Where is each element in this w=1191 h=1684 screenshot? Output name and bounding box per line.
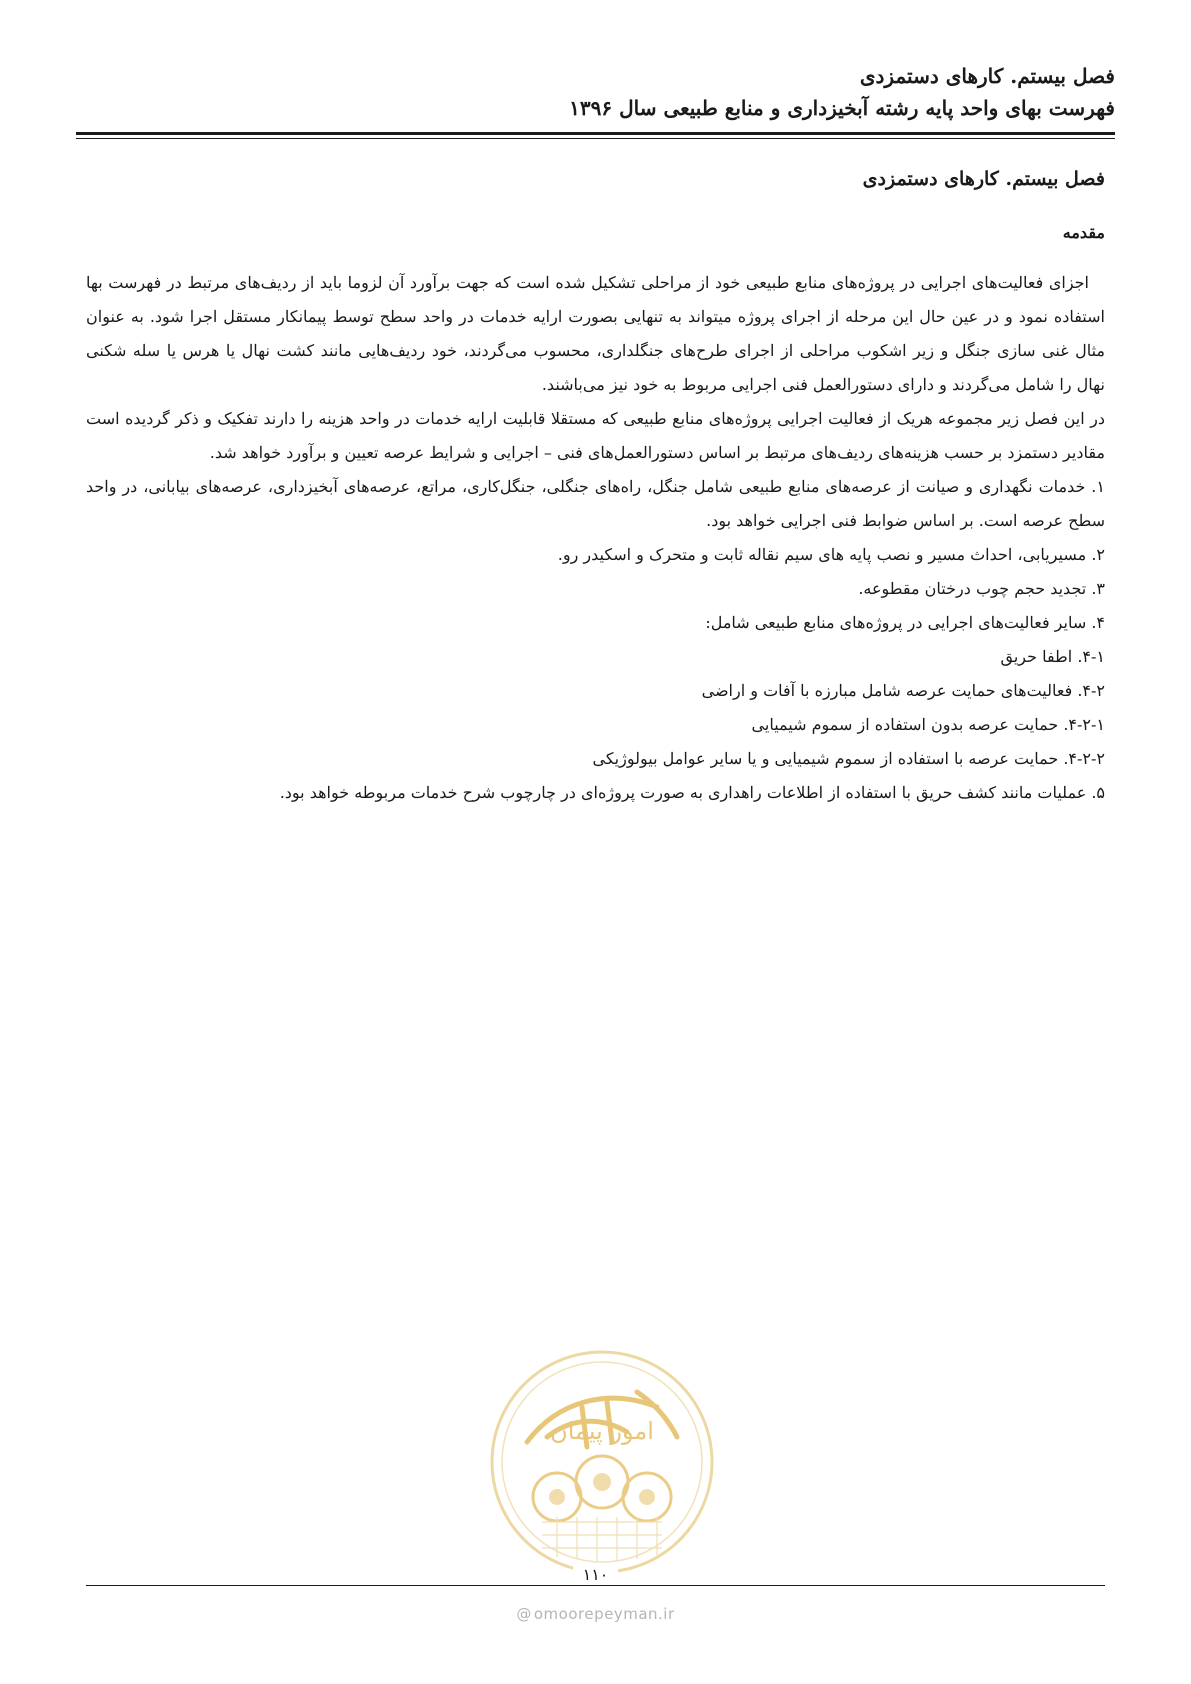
header-chapter-title: فصل بیستم. کارهای دستمزدی: [859, 64, 1115, 88]
page-header: [76, 60, 1115, 124]
footer-website: [0, 1605, 1191, 1623]
list-item-4-1: ۴-۱. اطفا حریق: [1000, 647, 1105, 666]
page-number: [0, 1565, 1191, 1584]
list-item-4: ۴. سایر فعالیت‌های اجرایی در پروژه‌های منابع طبیعی شامل:: [705, 613, 1105, 632]
page-content: [86, 164, 1105, 810]
list-item-3: ۳. تجدید حجم چوب درختان مقطوعه.: [858, 579, 1105, 598]
list-item-2: ۲. مسیریابی، احداث مسیر و نصب پایه های سیم نقاله ثابت و متحرک و اسکیدر رو.: [557, 545, 1105, 564]
list-item-4-2-1: ۴-۲-۱. حمایت عرصه بدون استفاده از سموم شیمیایی: [751, 715, 1105, 734]
at-icon: @: [516, 1605, 532, 1623]
list-item-1: ۱. خدمات نگهداری و صیانت از عرصه‌های منابع طبیعی شامل جنگل، راه‌های جنگلی، جنگل‌کاری، مراتع، عرصه‌های آبخیزداری، عرصه‌های بیابانی، در واحد سطح عرصه است. بر اساس ضوابط فنی اجرایی خواهد بود.: [86, 477, 1105, 530]
footer-website-text: omoorepeyman.ir: [533, 1605, 675, 1623]
list-item-4-2-2: ۴-۲-۲. حمایت عرصه با استفاده از سموم شیمیایی و یا سایر عوامل بیولوژیکی: [592, 749, 1105, 768]
omoore-peyman-seal-logo-icon: [487, 1347, 717, 1577]
list-item-4-2: ۴-۲. فعالیت‌های حمایت عرصه شامل مبارزه با آفات و اراضی: [701, 681, 1105, 700]
intro-paragraph-1: اجزای فعالیت‌های اجرایی در پروژه‌های منابع طبیعی خود از مراحلی تشکیل شده است که جهت برآورد آن لزوما باید از ردیف‌های مرتبط در فهرست بها استفاده نمود و در عین حال این مرحله از اجرای پروژه میتواند به تنهایی بصورت ارایه خدمات در واحد سطح توسط پیمانکار مستقل اجرا شود. به عنوان مثال غنی سازی جنگل و زیر اشکوب مراحلی از اجرای طرح‌های جنگلداری، محسوب می‌گردند، خود ردیف‌هایی مانند کشت نهال یا هرس یا سله شکنی نهال را شامل می‌گردند و دارای دستورالعمل فنی اجرایی مربوط به خود نیز می‌باشند.: [86, 273, 1105, 394]
header-document-title: فهرست بهای واحد پایه رشته آبخیزداری و منابع طبیعی سال ۱۳۹۶: [569, 96, 1115, 120]
intro-paragraph-2: در این فصل زیر مجموعه هریک از فعالیت اجرایی پروژه‌های منابع طبیعی که مستقلا قابلیت ارایه خدمات در واحد هزینه را دارند تفکیک و ذکر گردیده است مقادیر دستمزد بر حسب هزینه‌های ردیف‌های مرتبط بر اساس دستورالعمل‌های فنی – اجرایی و شرایط عرصه تعیین و برآورد خواهد شد.: [86, 409, 1105, 462]
footer-rule: [86, 1585, 1105, 1586]
page-number-text: ۱۱۰: [573, 1565, 619, 1584]
header-rule-thin: [76, 138, 1115, 139]
intro-heading: مقدمه: [1062, 223, 1105, 242]
list-item-5: ۵. عملیات مانند کشف حریق با استفاده از اطلاعات راهداری به صورت پروژه‌ای در چارچوب شرح خدمات مربوطه خواهد بود.: [279, 783, 1105, 802]
section-title: فصل بیستم. کارهای دستمزدی: [862, 168, 1105, 190]
header-rule-thick: [76, 132, 1115, 135]
seal-text: امور پیمان: [550, 1417, 654, 1445]
